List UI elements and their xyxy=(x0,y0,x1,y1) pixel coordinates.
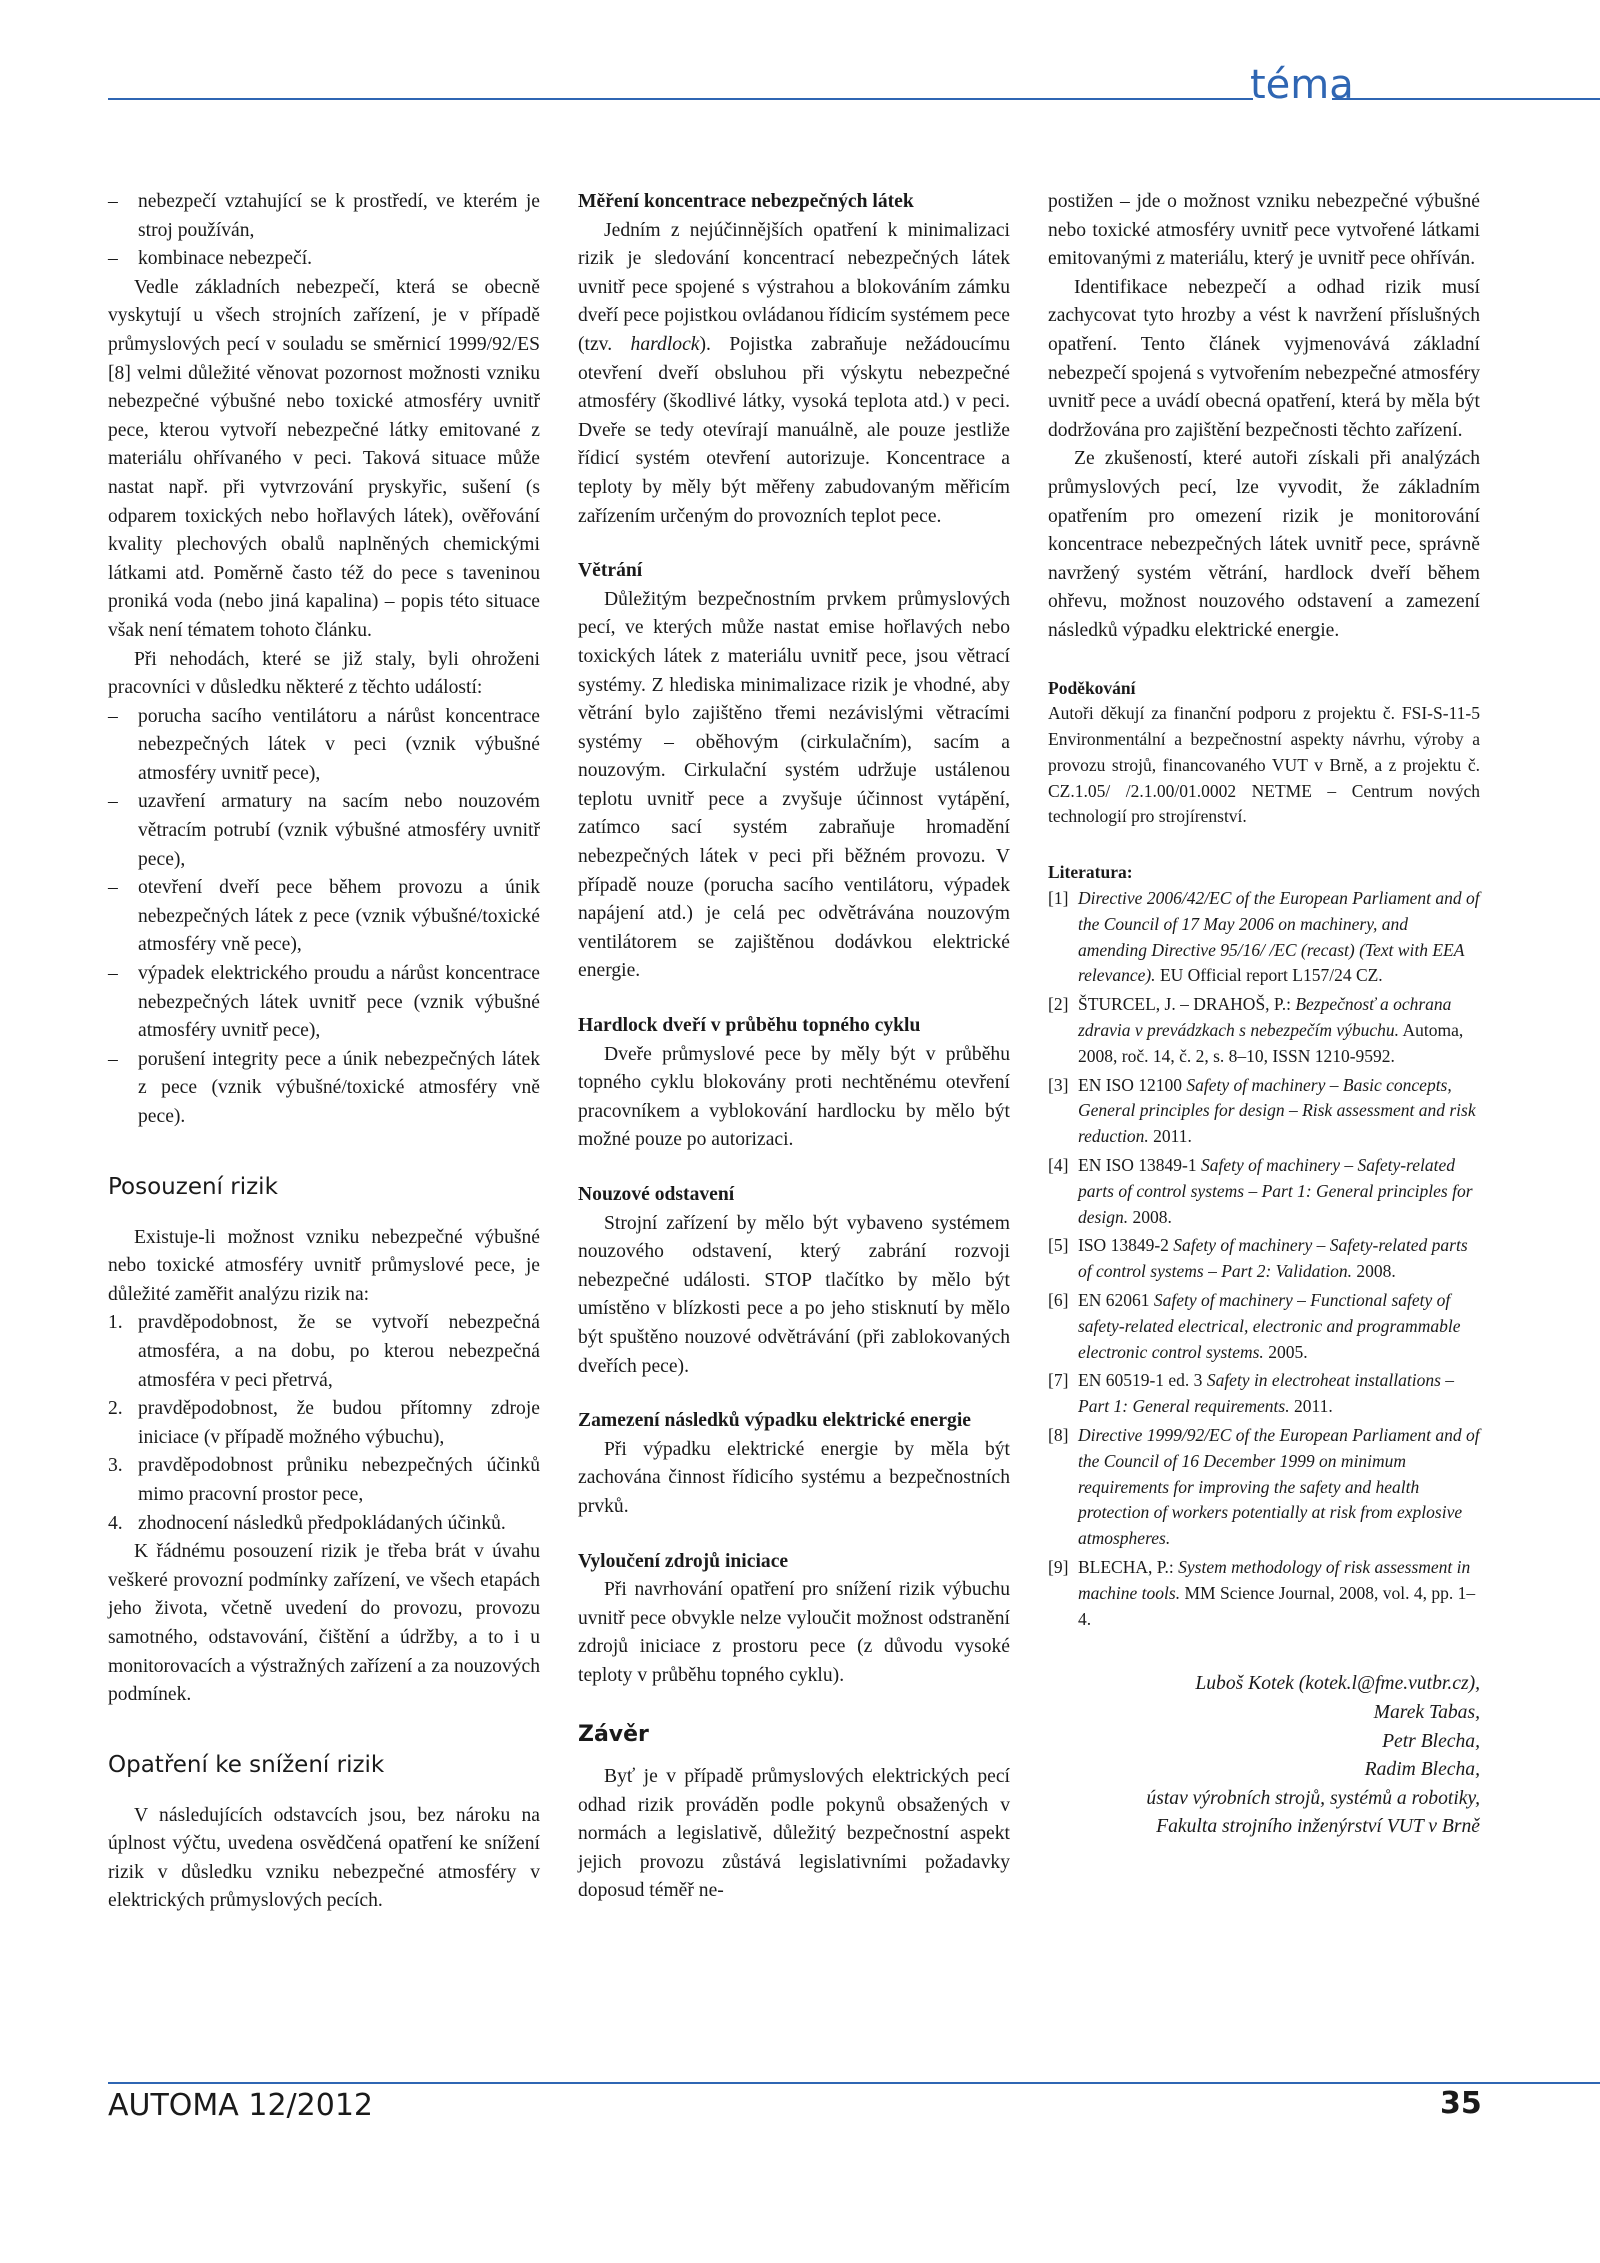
paragraph: K řádnému posouzení rizik je třeba brát v úvahu veškeré provozní podmínky zařízení, ve všech etapách jeho života, včetně uvedení do provozu, provozu samotného, odstavování, čištění a údržby, a to i u monitorovacích a výstražných zařízení a za nouzových podmínek. xyxy=(108,1541,540,1706)
footer-rule xyxy=(108,2082,1600,2084)
reference-item xyxy=(1048,1423,1480,1552)
reference-number: [1] xyxy=(1048,888,1069,909)
list-text: zhodnocení následků předpokládaných účinků. xyxy=(138,1512,506,1534)
section-heading: Opatření ke snížení rizik xyxy=(108,1751,385,1778)
paragraph: Dveře průmyslové pece by měly být v průběhu topného cyklu blokovány proti nechtěnému otevření pracovníkem a vyblokování hardlocku by mělo být možné pouze po autorizaci. xyxy=(578,1043,1010,1151)
page-number: 35 xyxy=(1440,2086,1482,2121)
subheading: Větrání xyxy=(578,560,643,582)
journal-issue: AUTOMA 12/2012 xyxy=(108,2088,373,2123)
list-accidents xyxy=(108,703,540,1132)
paragraph: Vedle základních nebezpečí, která se obecně vyskytují u všech strojních zařízení, je v případě průmyslových pecí v souladu se směrnicí 1999/92/ES [8] velmi důležité věnovat pozornost možnosti vzniku nebezpečné výbušné nebo toxické atmosféry uvnitř pece, kterou vytvoří nebezpečné látky emitované z materiálu ohřívaného v peci. Taková situace může nastat např. při vytvrzování pryskyřic, sušení (s odparem toxických nebo hořlavých látek), ověřování kvality plechových obalů naplněných chemickými látkami atd. Poměrně často též do pece s taveninou proniká voda (nebo jiná kapalina) – popis této situace však není tématem tohoto článku. xyxy=(108,276,540,641)
subheading: Měření koncentrace nebezpečných látek xyxy=(578,191,914,212)
author-line: Petr Blecha, xyxy=(1382,1730,1480,1752)
list-text: pravděpodobnost průniku nebezpečných účinků mimo pracovní prostor pece, xyxy=(138,1455,540,1505)
list-item xyxy=(108,1395,540,1452)
reference-author: EN ISO 13849-1 xyxy=(1078,1155,1201,1176)
reference-item xyxy=(1048,992,1480,1069)
author-line: Marek Tabas, xyxy=(1373,1701,1480,1723)
list-risk-analysis xyxy=(108,1309,540,1538)
reference-number: [6] xyxy=(1048,1290,1069,1311)
paragraph: Strojní zařízení by mělo být vybaveno systémem nouzového odstavení, který zabrání rozvoji nebezpečné události. STOP tlačítko by mělo být umístěno v blízkosti pece a po jeho stisknutí by mělo být spuštěno nouzové odvětrávání (při zablokovaných dveřích pece). xyxy=(578,1212,1010,1377)
reference-title: Safety of machinery – Safety-related parts of control systems – Part 1: General principles for design. xyxy=(1078,1155,1473,1227)
header-rule-right xyxy=(1332,98,1600,100)
list-number: 2. xyxy=(108,1398,123,1420)
reference-item xyxy=(1048,886,1480,989)
reference-author: BLECHA, P.: xyxy=(1078,1557,1179,1577)
list-item: – nebezpečí vztahující se k prostředí, ve kterém je stroj používán, xyxy=(108,188,540,245)
reference-item xyxy=(1048,1073,1480,1150)
list-item xyxy=(108,1309,540,1395)
paragraph: Důležitým bezpečnostním prvkem průmyslových pecí, ve kterých může nastat emise hořlavých nebo toxických látek z materiálu uvnitř pece, jsou větrací systémy. Z hlediska minimalizace rizik je vhodné, aby větrání bylo zajištěno třemi nezávislými větracími systémy – oběhovým (cirkulačním), sacím a nouzovým. Cirkulační systém udržuje ustálenou teplotu uvnitř pece a zvyšuje účinnost vytápění, zatímco sací systém zabraňuje hromadění nebezpečných látek v peci při běžném provozu. V případě nouze (porucha sacího ventilátoru, výpadek napájení atd.) je celá pec odvětrávána nouzovým ventilátorem se zajištěnou dodávkou elektrické energie. xyxy=(578,588,1010,982)
reference-source: 2008. xyxy=(1352,1261,1396,1282)
list-text: pravděpodobnost, že se vytvoří nebezpečná atmosféra, a na dobu, po kterou nebezpečná atmosféra v peci přetrvá, xyxy=(138,1312,540,1391)
reference-source: 2011. xyxy=(1289,1396,1333,1417)
reference-author: EN 62061 xyxy=(1078,1290,1154,1311)
subheading: Vyloučení zdrojů iniciace xyxy=(578,1550,789,1572)
author-line: ústav výrobních strojů, systémů a robotiky, xyxy=(1146,1787,1480,1809)
reference-number: [2] xyxy=(1048,994,1069,1015)
reference-title: Directive 2006/42/EC of the European Parliament and of the Council of 17 May 2006 on machinery, and amending Directive 95/16/ /EC (recast) (Text with EEA relevance). xyxy=(1078,888,1480,986)
paragraph: Identifikace nebezpečí a odhad rizik musí zachycovat tyto hrozby a vést k navržení příslušných opatření. Tento článek vyjmenovává základní nebezpečí spojená s vytvořením nebezpečné atmosféry uvnitř pece a uvádí obecná opatření, která by měla být dodržována pro zajištění bezpečnosti těchto zařízení. xyxy=(1048,276,1480,441)
section-heading: Posouzení rizik xyxy=(108,1173,278,1200)
acknowledgement xyxy=(1048,676,1480,1633)
text-run: Jedním z nejúčinnějších opatření k minimalizaci rizik je sledování koncentrací nebezpečných látek uvnitř pece spojené s výstrahou a blokováním zámku dveří pece pojistkou ovládanou řídicím systémem pece (tzv. xyxy=(578,219,1010,355)
list-item: – výpadek elektrického proudu a nárůst koncentrace nebezpečných látek uvnitř pece (vznik výbušné atmosféry uvnitř pece), xyxy=(108,960,540,1046)
reference-title: Safety in electroheat installations – Part 1: General requirements. xyxy=(1078,1370,1455,1417)
reference-number: [8] xyxy=(1048,1425,1069,1446)
reference-title: Safety of machinery – Functional safety of safety-related electrical, electronic and programmable electronic control systems. xyxy=(1078,1290,1461,1362)
paragraph: V následujících odstavcích jsou, bez nároku na úplnost výčtu, uvedena osvědčená opatření ke snížení rizik v důsledku vzniku nebezpečné atmosféry v elektrických průmyslových pecích. xyxy=(108,1804,540,1912)
reference-item xyxy=(1048,1233,1480,1285)
reference-author: EN ISO 12100 xyxy=(1078,1074,1187,1095)
subheading: Hardlock dveří v průběhu topného cyklu xyxy=(578,1015,921,1037)
reference-number: [3] xyxy=(1048,1074,1069,1095)
reference-item xyxy=(1048,1153,1480,1230)
list-number: 4. xyxy=(108,1512,123,1534)
paragraph: Byť je v případě průmyslových elektrických pecí odhad rizik prováděn podle pokynů obsažených v normách a legislativě, důležitý bezpečnostní aspekt jejich provozu zůstává legislativními požadavky doposud téměř ne- xyxy=(578,1766,1010,1902)
author-line: Luboš Kotek (kotek.l@fme.vutbr.cz), xyxy=(1195,1673,1480,1695)
column-2 xyxy=(578,188,1010,1906)
reference-number: [7] xyxy=(1048,1370,1069,1391)
subheading: Literatura: xyxy=(1048,862,1133,883)
reference-source: 2005. xyxy=(1263,1341,1308,1362)
paragraph: Při navrhování opatření pro snížení rizik výbuchu uvnitř pece obvykle nelze vyloučit možnost odstranění zdrojů iniciace z prostoru pece (z důvodu vysoké teploty v průběhu topného cyklu). xyxy=(578,1579,1010,1686)
list-item: – porucha sacího ventilátoru a nárůst koncentrace nebezpečných látek v peci (vznik výbušné atmosféry uvnitř pece), xyxy=(108,703,540,789)
list-item: – kombinace nebezpečí. xyxy=(108,245,540,274)
list-item xyxy=(108,1452,540,1509)
column-3 xyxy=(1048,188,1480,1842)
paragraph: Autoři děkují za finanční podporu z projektu č. FSI-S-11-5 Environmentální a bezpečnostní aspekty návrhu, výroby a provozu strojů, financovaného VUT v Brně, a z projektu č. CZ.1.05/ /2.1.00/01.0002 NETME – Centrum nových technologií pro strojírenství. xyxy=(1048,703,1480,827)
author-line: Radim Blecha, xyxy=(1364,1759,1480,1781)
list-item: – porušení integrity pece a únik nebezpečných látek z pece (vznik výbušné/toxické atmosféry vně pece). xyxy=(108,1046,540,1132)
authors xyxy=(1048,1670,1480,1842)
author-line: Fakulta strojního inženýrství VUT v Brně xyxy=(1156,1816,1480,1838)
reference-author: ŠTURCEL, J. – DRAHOŠ, P.: xyxy=(1078,994,1296,1015)
subheading: Zamezení následků výpadku elektrické energie xyxy=(578,1410,971,1432)
subheading: Nouzové odstavení xyxy=(578,1184,735,1205)
reference-source: MM Science Journal, 2008, vol. 4, pp. 1–4. xyxy=(1078,1582,1476,1629)
reference-number: [9] xyxy=(1048,1557,1069,1577)
reference-title: Safety of machinery – Safety-related parts of control systems – Part 2: Validation. xyxy=(1078,1235,1468,1282)
reference-number: [4] xyxy=(1048,1155,1069,1176)
section-heading: Závěr xyxy=(578,1721,649,1747)
paragraph: Existuje-li možnost vzniku nebezpečné výbušné nebo toxické atmosféry uvnitř průmyslové pece, je důležité zaměřit analýzu rizik na: xyxy=(108,1226,540,1305)
reference-title: Safety of machinery – Basic concepts, General principles for design – Risk assessment and risk reduction. xyxy=(1078,1074,1476,1147)
reference-item xyxy=(1048,1288,1480,1365)
text-run: ). Pojistka zabraňuje nežádoucímu otevření dveří obsluhou při výskytu nebezpečné atmosféry (škodlivé látky, vysoká teplota atd.) v peci. Dveře se tedy otevírají manuálně, ale pouze jestliže řídicí systém otevření autorizuje. Koncentrace a teploty by měly být měřeny zabudovaným měřicím zařízením určeným do provozních teplot pece. xyxy=(578,333,1010,527)
reference-title: Directive 1999/92/EC of the European Parliament and of the Council of 16 December 1999 on minimum requirements for improving the safety and health protection of workers potentially at risk from explosive atmospheres. xyxy=(1078,1425,1480,1549)
paragraph: postižen – jde o možnost vzniku nebezpečné výbušné nebo toxické atmosféry uvnitř pece vytvořené látkami emitovanými z materiálu, který je uvnitř pece ohříván. xyxy=(1048,191,1480,270)
reference-item xyxy=(1048,1555,1480,1632)
list-item: – uzavření armatury na sacím nebo nouzovém větracím potrubí (vznik výbušné atmosféry uvnitř pece), xyxy=(108,788,540,874)
paragraph: Při výpadku elektrické energie by měla být zachována činnost řídicího systému a bezpečnostních prvků. xyxy=(578,1438,1010,1517)
column-1 xyxy=(108,188,540,1916)
text-run-italic: hardlock xyxy=(630,333,700,355)
list-hazards-a xyxy=(108,188,540,274)
header-rule xyxy=(108,98,1253,100)
reference-list xyxy=(1048,886,1480,1632)
reference-title: Bezpečnosť a ochrana zdravia v prevádzkach s nebezpečím výbuchu. xyxy=(1078,994,1452,1041)
list-number: 3. xyxy=(108,1455,123,1477)
paragraph: Ze zkušeností, které autoři získali při analýzách průmyslových pecí, lze vyvodit, že základním opatřením pro omezení rizik je monitorování koncentrace nebezpečných látek uvnitř pece, správně navržený systém větrání, hardlock dveří během ohřevu, možnost nouzového odstavení a zamezení následků výpadku elektrické energie. xyxy=(1048,448,1480,641)
list-item xyxy=(108,1510,540,1539)
reference-title: System methodology of risk assessment in machine tools. xyxy=(1078,1557,1471,1603)
reference-source: 2008. xyxy=(1128,1206,1172,1227)
paragraph xyxy=(578,217,1010,532)
reference-source: 2011. xyxy=(1148,1126,1192,1147)
list-number: 1. xyxy=(108,1312,123,1334)
section-label: téma xyxy=(1250,62,1354,108)
reference-number: [5] xyxy=(1048,1235,1069,1256)
list-text: pravděpodobnost, že budou přítomny zdroje iniciace (v případě možného výbuchu), xyxy=(138,1398,540,1448)
reference-source: Automa, 2008, roč. 14, č. 2, s. 8–10, ISSN 1210-9592. xyxy=(1078,1020,1464,1066)
subheading: Poděkování xyxy=(1048,677,1136,698)
paragraph: Při nehodách, které se již staly, byli ohroženi pracovníci v důsledku některé z těchto událostí: xyxy=(108,648,540,699)
list-item: – otevření dveří pece během provozu a únik nebezpečných látek z pece (vznik výbušné/toxické atmosféry vně pece), xyxy=(108,874,540,960)
reference-author: ISO 13849-2 xyxy=(1078,1235,1174,1256)
reference-source: EU Official report L157/24 CZ. xyxy=(1155,965,1383,986)
reference-item xyxy=(1048,1368,1480,1420)
reference-author: EN 60519-1 ed. 3 xyxy=(1078,1370,1207,1391)
